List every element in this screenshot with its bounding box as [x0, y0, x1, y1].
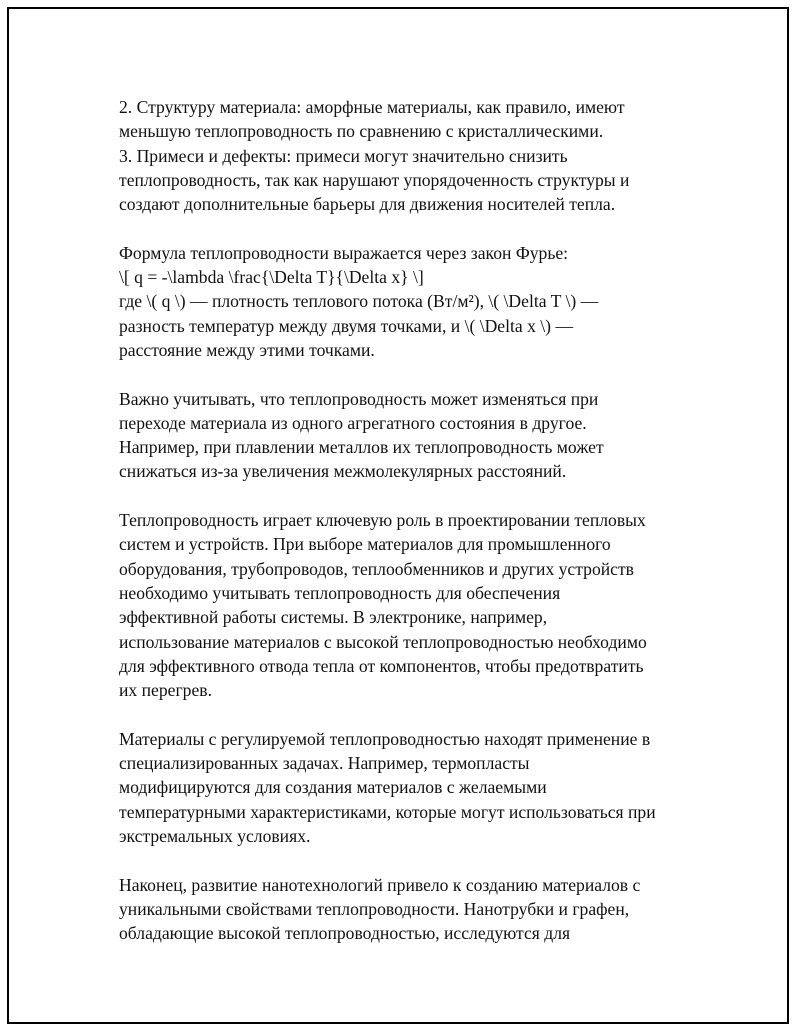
paragraph-fourier-formula: Формула теплопроводности выражается через закон Фурье: \[ q = -\lambda \frac{\Delta T}{\Delta x} \] где \( q \) — плотность теплового потока (Вт/м²), \( \Delta T \) — разность температур между двумя точками, и \( \Delta x \) — расстояние между этими точками.	[119, 242, 599, 360]
document-page	[7, 7, 789, 1024]
paragraph-adjustable-materials: Материалы с регулируемой теплопроводностью находят применение в специализированных задачах. Например, термопласты модифицируются для создания материалов с желаемыми температурными характеристиками, которые могут использоваться при экстремальных условиях.	[119, 728, 656, 846]
paragraph-phase-change: Важно учитывать, что теплопроводность может изменяться при переходе материала из одного агрегатного состояния в другое. Например, при плавлении металлов их теплопроводность может снижаться из-за увеличения межмолекулярных расстояний.	[119, 388, 604, 482]
paragraph-nanotechnology: Наконец, развитие нанотехнологий привело к созданию материалов с уникальными свойствами теплопроводности. Нанотрубки и графен, обладающие высокой теплопроводностью, исследуются для	[119, 874, 641, 944]
paragraph-thermal-design: Теплопроводность играет ключевую роль в проектировании тепловых систем и устройств. При выборе материалов для промышленного оборудования, трубопроводов, теплообменников и других устройств необходимо учитывать теплопроводность для обеспечения эффективной работы системы. В электронике, например, использование материалов с высокой теплопроводностью необходимо для эффективного отвода тепла от компонентов, чтобы предотвратить их перегрев.	[119, 510, 647, 701]
paragraph-structure-impurities: 2. Структуру материала: аморфные материалы, как правило, имеют меньшую теплопроводность по сравнению с кристаллическими. 3. Примеси и дефекты: примеси могут значительно снизить теплопроводность, так как нарушают упорядоченность структуры и создают дополнительные барьеры для движения носителей тепла.	[119, 97, 630, 215]
document-body	[119, 95, 709, 945]
